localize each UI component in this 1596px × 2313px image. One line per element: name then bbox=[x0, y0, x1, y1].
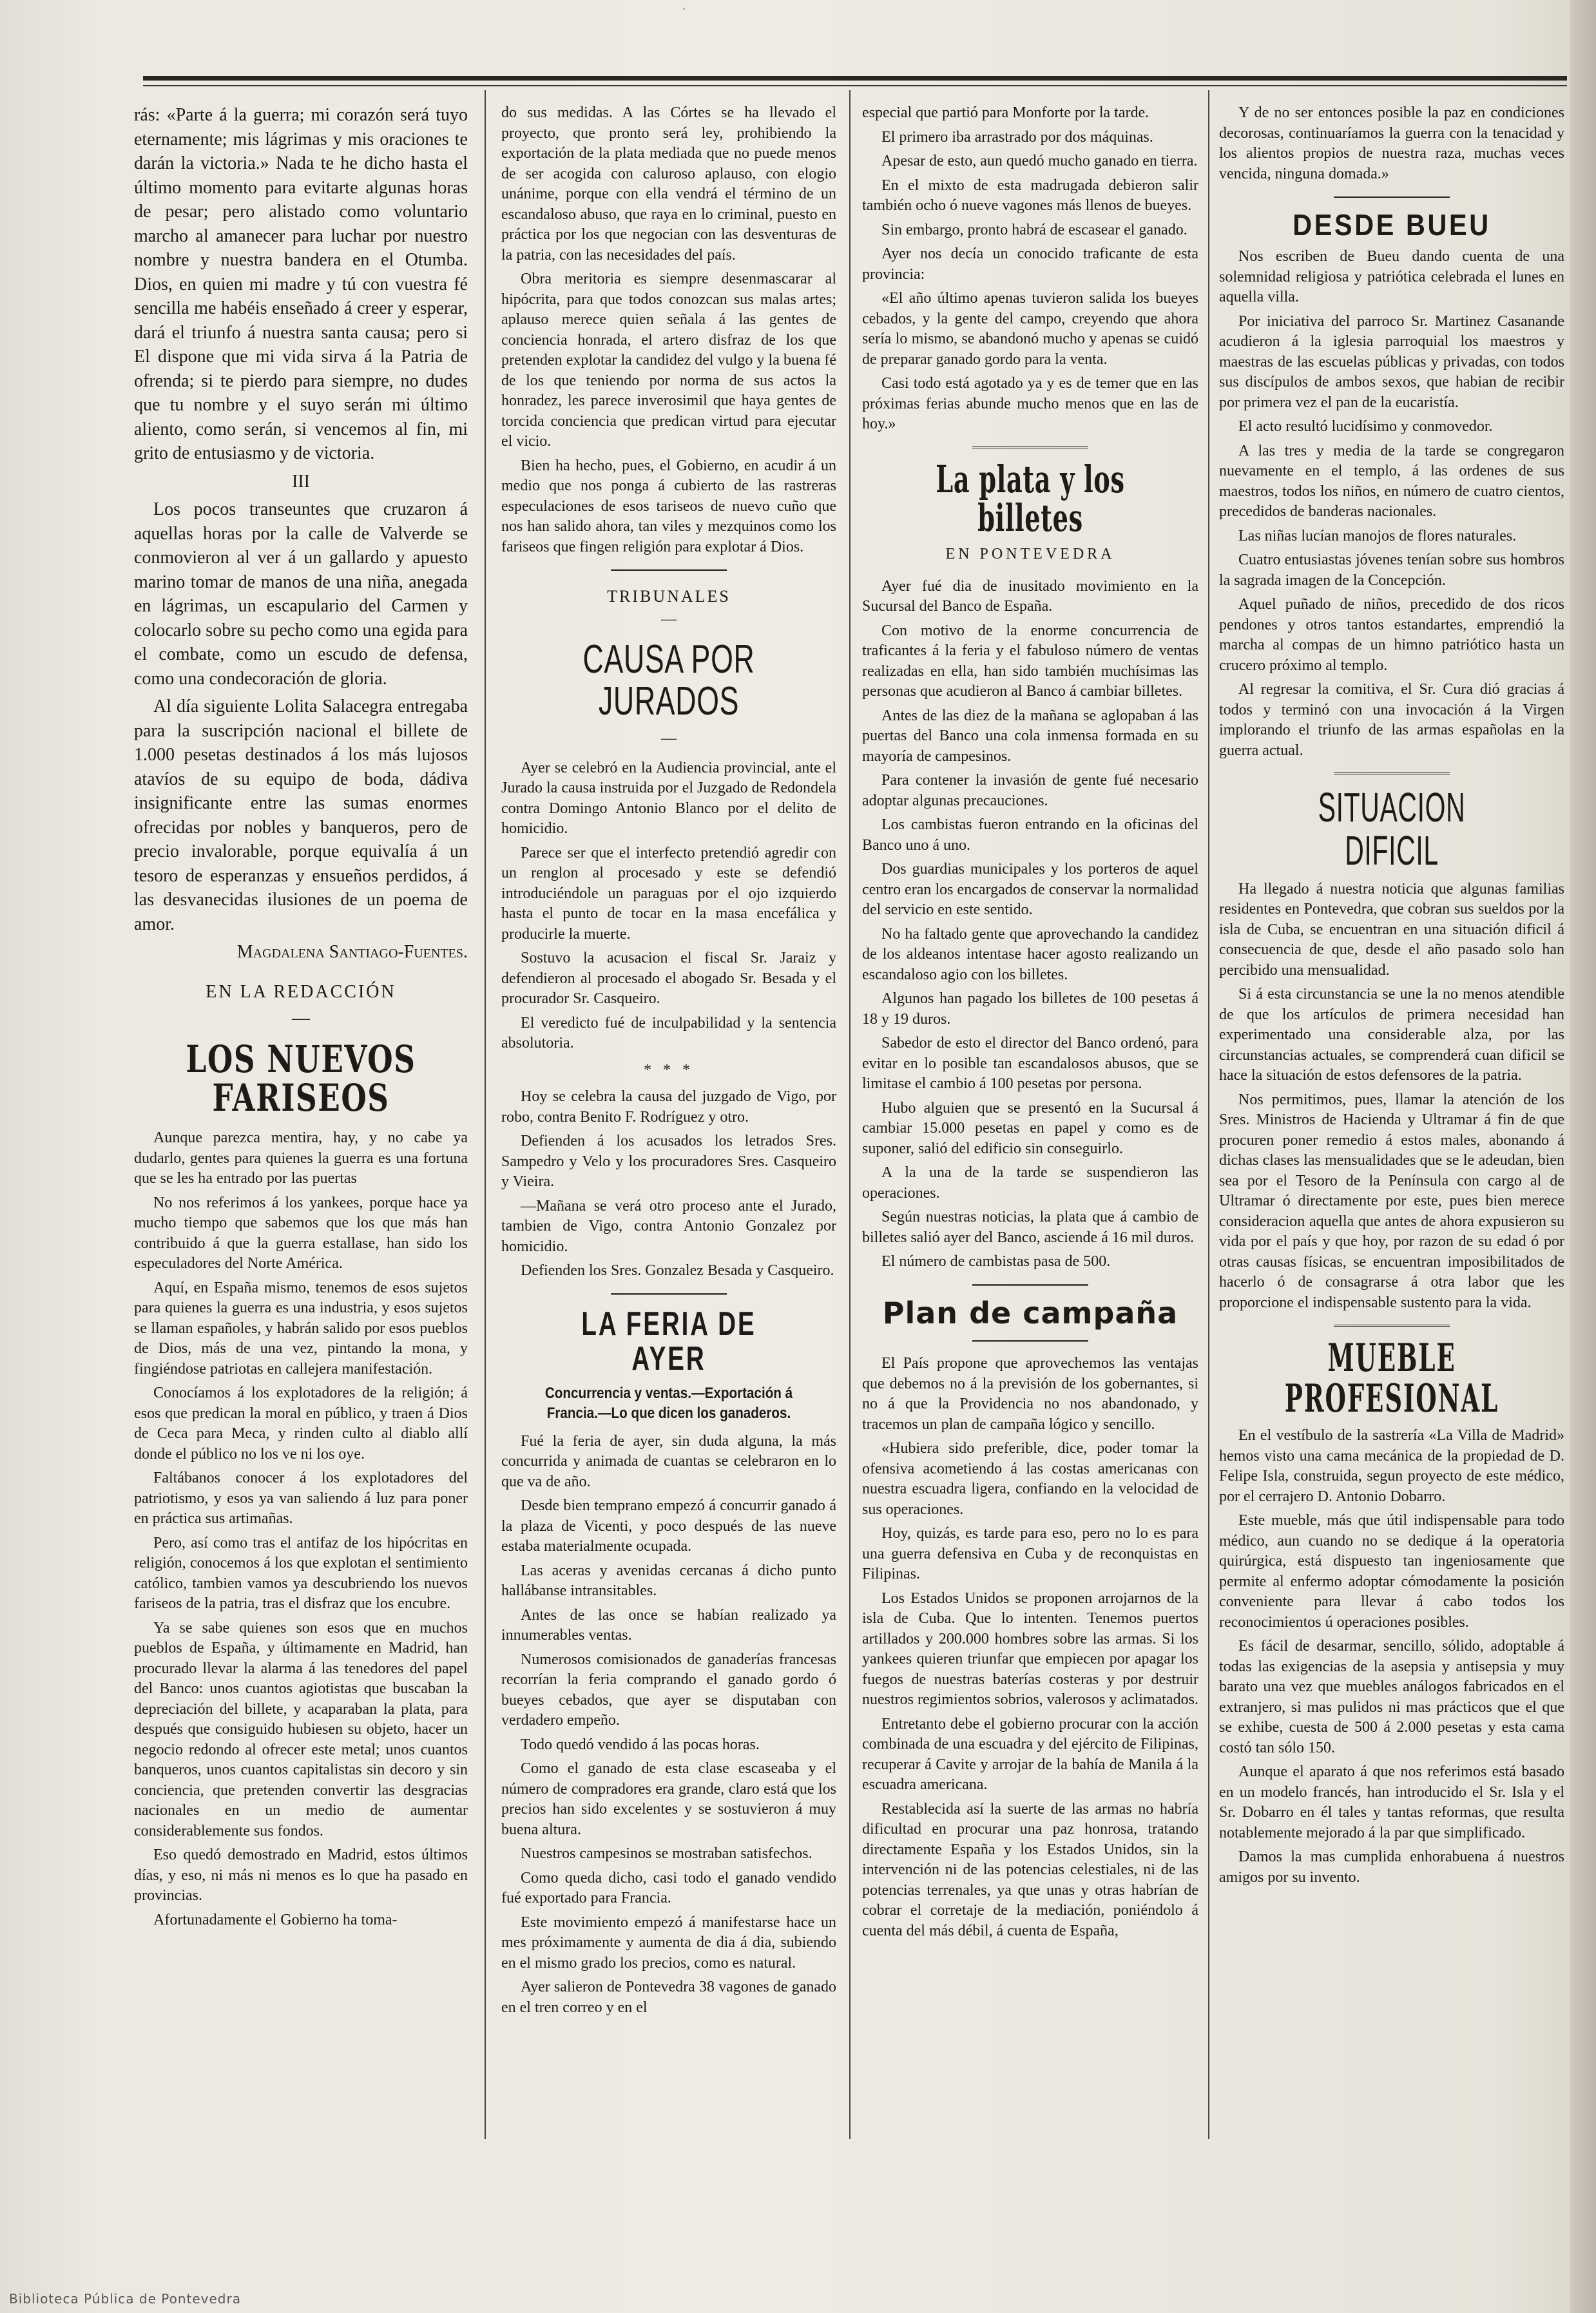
article-paragraph: Todo quedó vendido á las pocas horas. bbox=[521, 1736, 760, 1753]
article-paragraph: Sin embargo, pronto habrá de escasear el ganado. bbox=[881, 221, 1187, 238]
article-paragraph: Nuestros campesinos se mostraban satisfechos. bbox=[521, 1845, 812, 1863]
article-paragraph: Nos permitimos, pues, llamar la atención de los Sres. Ministros de Hacienda y Ultramar á fin de que procuren poner remedio á estos males, abonando á dichas clases las mensualidades que se le adeudan, bien sea por el Tesoro de la Península con cargo al de Ultramar ó directamente por este, pues bien merece consideracion aquella que antes de ahora expusieron su vida por el país y que hoy, por razon de su edad ó por otras causas físicas, se encuentran imposibilitados de hacerlo ó de consagrarse á otra labor que les proporcione el indispensable sustento para la vida. bbox=[1219, 1091, 1564, 1311]
divider-ornament bbox=[611, 569, 727, 571]
headline-feria-ayer: LA FERIA DE AYER bbox=[581, 1305, 756, 1378]
article-paragraph: Aquí, en España mismo, tenemos de esos sujetos para quienes la guerra es una industria, y esos sujetos se llaman españoles, y habrán salido por esos pueblos de Dios, más de una vez, pintando la mona, y fingiéndose patriotas en callejera manifestación. bbox=[134, 1279, 468, 1377]
section-dash: — bbox=[292, 1008, 310, 1028]
headline-nuevos-fariseos: LOS NUEVOS FARISEOS bbox=[186, 1037, 416, 1120]
article-paragraph: Las aceras y avenidas cercanas á dicho punto hallábanse intransitables. bbox=[501, 1562, 836, 1600]
column-3 bbox=[862, 103, 1198, 2133]
story-paragraph: rás: «Parte á la guerra; mi corazón será tuyo eternamente; mis lágrimas y mis oraciones te darán la victoria.» Nada te he dicho hasta el último momento para evitarte algunas horas de pesar; pero alistado como voluntario marcho al amanecer para luchar por nuestro nombre y nuestra bandera en el Otumba. Dios, en quien mi madre y tú con vuestra fé sencilla me habéis enseñado á creer y esperar, dará el triunfo á nuestra santa causa; pero si El dispone que mi vida sirva á la Patria de ofrenda; si te pierdo para siempre, no dudes que tu nombre y el suyo serán mi último aliento, como serán, si vencemos al fin, mi grito de entusiasmo y de victoria. bbox=[134, 105, 468, 463]
article-paragraph: Los Estados Unidos se proponen arrojarnos de la isla de Cuba. Que lo intenten. Tenemos puertos artillados y 200.000 hombres sobre las armas. Si los yankees quieren triunfar que empiecen por apagar los fuegos de nuestras baterías costeras y por destruir nuestros regimientos sobrios, valerosos y aclimatados. bbox=[862, 1589, 1198, 1709]
subheadline-pontevedra: EN PONTEVEDRA bbox=[945, 546, 1115, 563]
page-edge bbox=[1570, 0, 1596, 2313]
article-paragraph: «Hubiera sido preferible, dice, poder tomar la ofensiva acometiendo á las costas americanas con nuestra escuadra ligera, confiando en la velocidad de sus operaciones. bbox=[862, 1440, 1198, 1518]
article-paragraph: Y de no ser entonces posible la paz en condiciones decorosas, continuaríamos la guerra con la tenacidad y los alientos propios de nuestra raza, muchas veces vencida, ninguna domada.» bbox=[1219, 104, 1564, 182]
article-paragraph: No ha faltado gente que aprovechando la candidez de los aldeanos intentase hacer agosto realizando un escandaloso agio con los billetes. bbox=[862, 925, 1198, 983]
article-paragraph: Como queda dicho, casi todo el ganado vendido fué exportado para Francia. bbox=[501, 1869, 836, 1907]
divider-ornament bbox=[972, 1284, 1088, 1286]
top-rule-thin bbox=[143, 85, 1567, 86]
headline-situacion-dificil: SITUACION DIFICIL bbox=[1318, 784, 1466, 874]
section-label: EN LA REDACCIÓN bbox=[206, 981, 396, 1002]
article-paragraph: Antes de las once se habían realizado ya innumerables ventas. bbox=[501, 1606, 836, 1644]
section-dash: — bbox=[661, 610, 677, 628]
article-paragraph: Como el ganado de esta clase escaseaba y el número de compradores era grande, claro está que los precios han sido excelentes y se sostuvieron á muy buena altura. bbox=[501, 1760, 836, 1838]
article-paragraph: Hoy se celebra la causa del juzgado de Vigo, por robo, contra Benito F. Rodríguez y otro. bbox=[501, 1088, 836, 1126]
article-paragraph: En el vestíbulo de la sastrería «La Villa de Madrid» hemos visto una cama mecánica de la propiedad de D. Felipe Isla, construida, segun proyecto de este médico, por el cerrajero D. Antonio Dobarro. bbox=[1219, 1427, 1564, 1505]
article-paragraph: Por iniciativa del parroco Sr. Martinez Casanande acudieron á la iglesia parroquial los maestros y maestras de las escuelas públicas y privadas, con todos sus discípulos de ambos sexos, que habian de recibir por primera vez el pan de la eucaristía. bbox=[1219, 312, 1564, 411]
article-paragraph: El País propone que aprovechemos las ventajas que debemos no á la previsión de los gobernantes, si no á que la Providencia no nos abandonado, y tracemos un plan de campaña lógico y sencillo. bbox=[862, 1355, 1198, 1433]
article-paragraph: El primero iba arrastrado por dos máquinas. bbox=[881, 128, 1153, 146]
article-paragraph: El veredicto fué de inculpabilidad y la sentencia absolutoria. bbox=[501, 1014, 836, 1052]
article-paragraph: Ya se sabe quienes son esos que en muchos pueblos de España, y últimamente en Madrid, han procurado llevar la alarma á las tenedores del papel del Banco: unos cuantos agiotistas que buscaban la depreciación del billete, y acaparaban la plata, para después que consiguido hubiesen su objeto, hacer un negocio redondo al ofrecer este metal; unos cuantos banqueros, unos cuantos capitalistas sin decoro y sin conciencia, que pretenden convertir las desgracias nacionales en un medio de aumentar considerablemente sus fondos. bbox=[134, 1619, 468, 1839]
chapter-number: III bbox=[292, 471, 310, 492]
article-paragraph: Eso quedó demostrado en Madrid, estos últimos días, y eso, ni más ni menos es lo que ha pasado en provincias. bbox=[134, 1847, 468, 1905]
header-mark: ' bbox=[683, 5, 686, 18]
article-paragraph: Con motivo de la enorme concurrencia de traficantes á la feria y el fabuloso número de ventas realizadas en ella, han sido también muchísimas las personas que acudieron al Banco á cambiar billetes. bbox=[862, 622, 1198, 700]
column-rule-3 bbox=[1208, 90, 1209, 2139]
article-paragraph: Hoy, quizás, es tarde para eso, pero no lo es para una guerra defensiva en Cuba y de reconquistas en Filipinas. bbox=[862, 1525, 1198, 1583]
headline-mueble-profesional: MUEBLE PROFESIONAL bbox=[1284, 1336, 1499, 1422]
library-credit: Biblioteca Pública de Pontevedra bbox=[9, 2291, 241, 2307]
article-paragraph: Nos escriben de Bueu dando cuenta de una solemnidad religiosa y patriótica celebrada el lunes en aquella villa. bbox=[1219, 248, 1564, 306]
article-paragraph: Conocíamos á los explotadores de la religión; á esos que predican la moral en público, y traen á Dios de Ceca para Meca, y rinden culto al diablo allí donde el público no los ve ni los oye. bbox=[134, 1385, 468, 1463]
article-paragraph: Al regresar la comitiva, el Sr. Cura dió gracias á todos y terminó con una invocación á la Virgen implorando el triunfo de las armas españolas en la guerra actual. bbox=[1219, 681, 1564, 759]
article-paragraph: Parece ser que el interfecto pretendió agredir con un renglon al procesado y este se defendió introduciéndole un paraguas por el ojo izquierdo hasta el punto de tocar en la masa encefálica y producirle la muerte. bbox=[501, 844, 836, 943]
article-paragraph: Dos guardias municipales y los porteros de aquel centro eran los encargados de conservar la normalidad del servicio en este sentido. bbox=[862, 861, 1198, 919]
article-paragraph: Bien ha hecho, pues, el Gobierno, en acudir á un medio que nos ponga á cubierto de las rastreras especulaciones de esos tariseos de nuevo cuño que nos han salido ahora, tan viles y mezquinos como los fariseos que fingen religión para explotar á Dios. bbox=[501, 457, 836, 555]
article-paragraph: Si á esta circunstancia se une la no menos atendible de que los artículos de primera necesidad han experimentado una considerable alza, por las circunstancias actuales, se comprenderá cuan dificil se hace la situación de estos defensores de la patria. bbox=[1219, 986, 1564, 1084]
article-paragraph: —Mañana se verá otro proceso ante el Jurado, tambien de Vigo, contra Antonio Gonzalez por homicidio. bbox=[501, 1197, 836, 1255]
divider-ornament bbox=[1334, 196, 1450, 198]
column-1 bbox=[134, 103, 468, 2133]
article-paragraph: Entretanto debe el gobierno procurar con la acción combinada de una escuadra y del ejército de Filipinas, recuperar á Cavite y arrojar de la bahía de Manila á la escuadra americana. bbox=[862, 1715, 1198, 1794]
divider-ornament bbox=[611, 1293, 727, 1295]
article-paragraph: A la una de la tarde se suspendieron las operaciones. bbox=[862, 1164, 1198, 1202]
column-4 bbox=[1219, 103, 1564, 2133]
article-paragraph: Obra meritoria es siempre desenmascarar al hipócrita, para que todos conozcan sus malas artes; aplauso merece quien señala á las gentes de conciencia honrada, el artero disfraz de los que pretenden explotar la candidez del vulgo y la buena fé de los que teniendo por norma de sus actos la honradez, les parece inverosimil que haya gentes de torcida conciencia que predican virtud para ejecutar el vicio. bbox=[501, 271, 836, 450]
article-paragraph: Ayer salieron de Pontevedra 38 vagones de ganado en el tren correo y en el bbox=[501, 1979, 836, 2016]
article-paragraph: A las tres y media de la tarde se congregaron nuevamente en el templo, á las ordenes de sus maestros, todos los niños, en número de cuatro cientos, precedidos de banderas nacionales. bbox=[1219, 442, 1564, 521]
article-paragraph: «El año último apenas tuvieron salida los bueyes cebados, y la gente del campo, creyendo que ahora sería lo mismo, se abandonó mucho y apenas se cuidó de preparar ganado gordo para la venta. bbox=[862, 290, 1198, 368]
article-paragraph: Defienden á los acusados los letrados Sres. Sampedro y Velo y los procuradores Sres. Casqueiro y Vieira. bbox=[501, 1133, 836, 1191]
article-paragraph: Casi todo está agotado ya y es de temer que en las próximas ferias abunde mucho menos que en las de hoy.» bbox=[862, 375, 1198, 432]
column-rule-1 bbox=[485, 90, 486, 2139]
article-paragraph: Este mueble, más que útil indispensable para todo médico, aun cuando no se dedique á la operatoria quirúrgica, está dispuesto tan ingeniosamente que permite al enfermo adoptar cómodamente la posición conveniente para llevar á cabo todos los reconocimientos ú operaciones posibles. bbox=[1219, 1512, 1564, 1631]
article-paragraph: Defienden los Sres. Gonzalez Besada y Casqueiro. bbox=[521, 1262, 834, 1280]
article-paragraph: Para contener la invasión de gente fué necesario adoptar algunas precauciones. bbox=[862, 772, 1198, 809]
article-paragraph: Ayer fué dia de inusitado movimiento en la Sucursal del Banco de España. bbox=[862, 577, 1198, 615]
headline-causa-jurados: CAUSA POR JURADOS bbox=[582, 637, 755, 724]
article-paragraph: Aquel puñado de niños, precedido de dos ricos pendones y otros tantos estandartes, emprendió la marcha al compas de un himno patriótico hasta un crucero próximo al templo. bbox=[1219, 596, 1564, 674]
headline-dash: — bbox=[661, 730, 677, 747]
article-paragraph: Según nuestras noticias, la plata que á cambio de billetes salió ayer del Banco, asciende á 16 mil duros. bbox=[862, 1209, 1198, 1246]
article-paragraph: do sus medidas. A las Córtes se ha llevado el proyecto, que pronto será ley, prohibiendo la exportación de la plata mediada que no puede menos de ser acogida con caluroso aplauso, con elogio unánime, porque con ella vendrá el término de un escandaloso abuso, que raya en lo criminal, puesto en práctica por los que negocian con las desventuras de la patria, con las necesidades del país. bbox=[501, 104, 836, 264]
article-paragraph: En el mixto de esta madrugada debieron salir también ocho ó nueve vagones más llenos de bueyes. bbox=[862, 177, 1198, 214]
article-paragraph: Sabedor de esto el director del Banco ordenó, para evitar en lo posible tan escandalosos abusos, que se limitase el cambio á 100 pesetas por persona. bbox=[862, 1035, 1198, 1093]
article-paragraph: especial que partió para Monforte por la tarde. bbox=[862, 104, 1149, 121]
divider-ornament bbox=[972, 1340, 1088, 1342]
article-paragraph: Algunos han pagado los billetes de 100 pesetas á 18 y 19 duros. bbox=[862, 990, 1198, 1028]
article-body-fariseos bbox=[134, 1128, 468, 1930]
article-paragraph: Cuatro entusiastas jóvenes tenían sobre sus hombros la sagrada imagen de la Concepción. bbox=[1219, 552, 1564, 589]
article-paragraph: Ayer nos decía un conocido traficante de esta provincia: bbox=[862, 245, 1198, 283]
top-rule bbox=[143, 76, 1567, 81]
article-paragraph: Los cambistas fueron entrando en la oficinas del Banco uno á uno. bbox=[862, 816, 1198, 854]
column-rule-2 bbox=[849, 90, 851, 2139]
headline-plan-campana: Plan de campaña bbox=[882, 1295, 1178, 1330]
article-paragraph: Las niñas lucían manojos de flores naturales. bbox=[1238, 527, 1517, 544]
article-paragraph: Ayer se celebró en la Audiencia provincial, ante el Jurado la causa instruida por el Juzgado de Redondela contra Domingo Antonio Blanco por el delito de homicidio. bbox=[501, 759, 836, 838]
article-paragraph: Hubo alguien que se presentó en la Sucursal á cambiar 15.000 pesetas en papel y como es de suponer, salió del edificio sin conseguirlo. bbox=[862, 1099, 1198, 1157]
article-paragraph: Pero, así como tras el antifaz de los hipócritas en religión, conocemos á los que explotan el sentimiento católico, tambien vamos ya descubriendo los nuevos fariseos de la patria, tras el disfraz que los encubre. bbox=[134, 1534, 468, 1613]
article-paragraph: Fué la feria de ayer, sin duda alguna, la más concurrida y animada de cuantas se celebraron en lo que va de año. bbox=[501, 1432, 836, 1490]
article-paragraph: Este movimiento empezó á manifestarse hace un mes próximamente y aumenta de dia á dia, subiendo en el mismo grado los precios, como es natural. bbox=[501, 1914, 836, 1972]
story-paragraph: Los pocos transeuntes que cruzaron á aquellas horas por la calle de Valverde se conmovieron al ver á un gallardo y apuesto marino tomar de manos de una niña, anegada en lágrimas, un escapulario del Carmen y colocarlo sobre su pecho como una egida para el combate, como un escudo de defensa, como una condecoración de gloria. bbox=[134, 499, 468, 689]
article-paragraph: Ha llegado á nuestra noticia que algunas familias residentes en Pontevedra, que cobran sus sueldos por la isla de Cuba, se encuentran en una situación dificil á consecuencia de que, desde el año pasado solo han percibido una mensualidad. bbox=[1219, 880, 1564, 979]
article-paragraph: No nos referimos á los yankees, porque hace ya mucho tiempo que sabemos que los que más han contribuido á que la guerra estallase, han sido los especuladores del Norte América. bbox=[134, 1194, 468, 1272]
article-paragraph: El número de cambistas pasa de 500. bbox=[881, 1253, 1111, 1271]
separator-stars: * * * bbox=[644, 1061, 694, 1079]
article-paragraph: Aunque el aparato á que nos referimos está basado en un modelo francés, han introducido el Sr. Isla y el Sr. Dobarro en él tales y tantas reformas, que resulta notablemente mejorado á la par que simplificado. bbox=[1219, 1763, 1564, 1841]
article-paragraph: Aunque parezca mentira, hay, y no cabe ya dudarlo, gentes para quienes la guerra es una fortuna que se les ha entrado por las puertas bbox=[134, 1129, 468, 1187]
article-paragraph: Damos la mas cumplida enhorabuena á nuestros amigos por su invento. bbox=[1219, 1848, 1564, 1886]
article-paragraph: Desde bien temprano empezó á concurrir ganado á la plaza de Vicenti, y poco después de las nueve estaba materialmente ocupada. bbox=[501, 1497, 836, 1555]
subheadline-feria: Concurrencia y ventas.—Exportación á Francia.—Lo que dicen los ganaderos. bbox=[544, 1384, 793, 1423]
article-paragraph: Sostuvo la acusacion el fiscal Sr. Jaraiz y defendieron al procesado el abogado Sr. Besada y el procurador Sr. Casqueiro. bbox=[501, 950, 836, 1008]
article-paragraph: Afortunadamente el Gobierno ha toma- bbox=[153, 1911, 398, 1928]
headline-plata-billetes: La plata y los billetes bbox=[936, 457, 1125, 541]
article-paragraph: Apesar de esto, aun quedó mucho ganado en tierra. bbox=[881, 153, 1198, 169]
column-2 bbox=[501, 103, 836, 2133]
divider-ornament bbox=[1334, 773, 1450, 774]
article-paragraph: Numerosos comisionados de ganaderías francesas recorrían la feria comprando el ganado gordo ó bueyes cebados, que ayer se disputaban con verdadero empeño. bbox=[501, 1651, 836, 1729]
section-label: TRIBUNALES bbox=[607, 587, 731, 606]
article-paragraph: Restablecida así la suerte de las armas no habría dificultad en procurar una paz honrosa, tratando directamente España y los Estados Unidos, sin la intervención ni de las potencias celestiales, ni de las potencias terrenales, ya que unas y otras habrían de cobrar el corretaje de la mediación, poniéndolo á cuenta del más débil, á cuenta de España, bbox=[862, 1800, 1198, 1939]
story-paragraph: Al día siguiente Lolita Salacegra entregaba para la suscripción nacional el billete de 1.000 pesetas destinados á los más lujosos atavíos de su equipo de boda, dádiva insignificante entre las sumas enormes ofrecidas por nobles y banqueros, pero de precio invalorable, porque equivalía á un tesoro de esperanzas y ensueños perdidos, á las desvanecidas ilusiones de un poema de amor. bbox=[134, 696, 468, 934]
headline-desde-bueu: DESDE BUEU bbox=[1293, 208, 1491, 242]
article-paragraph: Antes de las diez de la mañana se aglopaban á las puertas del Banco una cola inmensa formada en su mayoría de campesinos. bbox=[862, 707, 1198, 765]
author-signature: Magdalena Santiago-Fuentes. bbox=[236, 942, 468, 962]
divider-ornament bbox=[972, 446, 1088, 448]
article-paragraph: El acto resultó lucidísimo y conmovedor. bbox=[1238, 418, 1493, 436]
divider-ornament bbox=[1334, 1325, 1450, 1327]
article-paragraph: Faltábanos conocer á los explotadores del patriotismo, y esos ya van saliendo á luz para poner en práctica sus artimañas. bbox=[134, 1470, 468, 1528]
article-paragraph: Es fácil de desarmar, sencillo, sólido, adoptable á todas las exigencias de la asepsia y antisepsia y muy barato una vez que muebles análogos fabricados en el extranjero, si mas pulidos ni mas prácticos que el que se exhibe, cuesta de 500 á 2.000 pesetas y esta cama costó tan sólo 150. bbox=[1219, 1638, 1564, 1756]
